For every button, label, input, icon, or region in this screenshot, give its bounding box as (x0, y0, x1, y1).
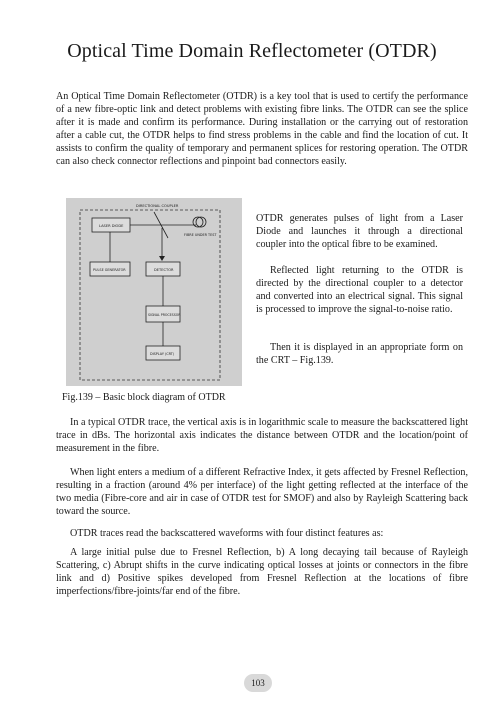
side-paragraph-2: Reflected light returning to the OTDR is directed by the directional coupler to a detector and converted into an electrical signal. This signal is processed to improve the signal-to-noise ratio. (256, 265, 463, 316)
body-paragraph-feature-list: A large initial pulse due to Fresnel Reflection, b) A long decaying tail because of Rayleigh Scattering, c) Abrupt shifts in the curve indicating optical losses at joints or connectors in the fibre link and d) Positive spikes developed from Fresnel Reflection at the locations of fibre imperfections/fibre-joints/far end of the fibre. (56, 547, 468, 598)
body-paragraph-trace: In a typical OTDR trace, the vertical axis is in logarithmic scale to measure the backscattered light trace in dBs. The horizontal axis indicates the distance between OTDR and the location/point of measurement in the fibre. (56, 417, 468, 455)
side-paragraph-1: OTDR generates pulses of light from a Laser Diode and launches it through a directional coupler into the optical fibre to be examined. (256, 213, 463, 251)
page-number: 103 (244, 674, 272, 692)
detector-label: DETECTOR (154, 268, 174, 272)
otdr-block-diagram (66, 198, 242, 386)
processor-label: SIGNAL PROCESSOR (148, 313, 181, 317)
body-paragraph-features: OTDR traces read the backscattered waveforms with four distinct features as: (70, 528, 384, 539)
page-title: Optical Time Domain Reflectometer (OTDR) (67, 40, 437, 62)
side-paragraph-3: Then it is displayed in an appropriate form on the CRT – Fig.139. (256, 342, 463, 367)
pulse-label: PULSE GENERATOR (93, 268, 126, 272)
coupler-label: DIRECTIONAL COUPLER (136, 204, 179, 208)
display-label: DISPLAY (CRT) (150, 352, 175, 356)
intro-paragraph: An Optical Time Domain Reflectometer (OTDR) is a key tool that is used to certify the performance of a new fibre-optic link and detect problems with existing fibre links. The OTDR can see the splice after it is made and confirm its performance. During installation or the carrying out of restoration after a cable cut, the OTDR helps to find stress problems in the cable and find the location of cut. It assists to confirm the quality of temporary and permanent splices for restoring operation. The OTDR can also check connector reflections and pinpoint bad connectors easily. (56, 91, 468, 168)
laser-label: LASER DIODE (99, 224, 124, 228)
figure-caption: Fig.139 – Basic block diagram of OTDR (62, 392, 226, 403)
fibre-label: FIBRE UNDER TEST (184, 233, 217, 237)
body-paragraph-fresnel: When light enters a medium of a different Refractive Index, it gets affected by Fresnel Reflection, resulting in a fraction (around 4% per interface) of the light getting reflected at the interface of the two media (Fibre-core and air in case of OTDR test for SMOF) and also by Rayleigh Scattering back toward the source. (56, 467, 468, 518)
